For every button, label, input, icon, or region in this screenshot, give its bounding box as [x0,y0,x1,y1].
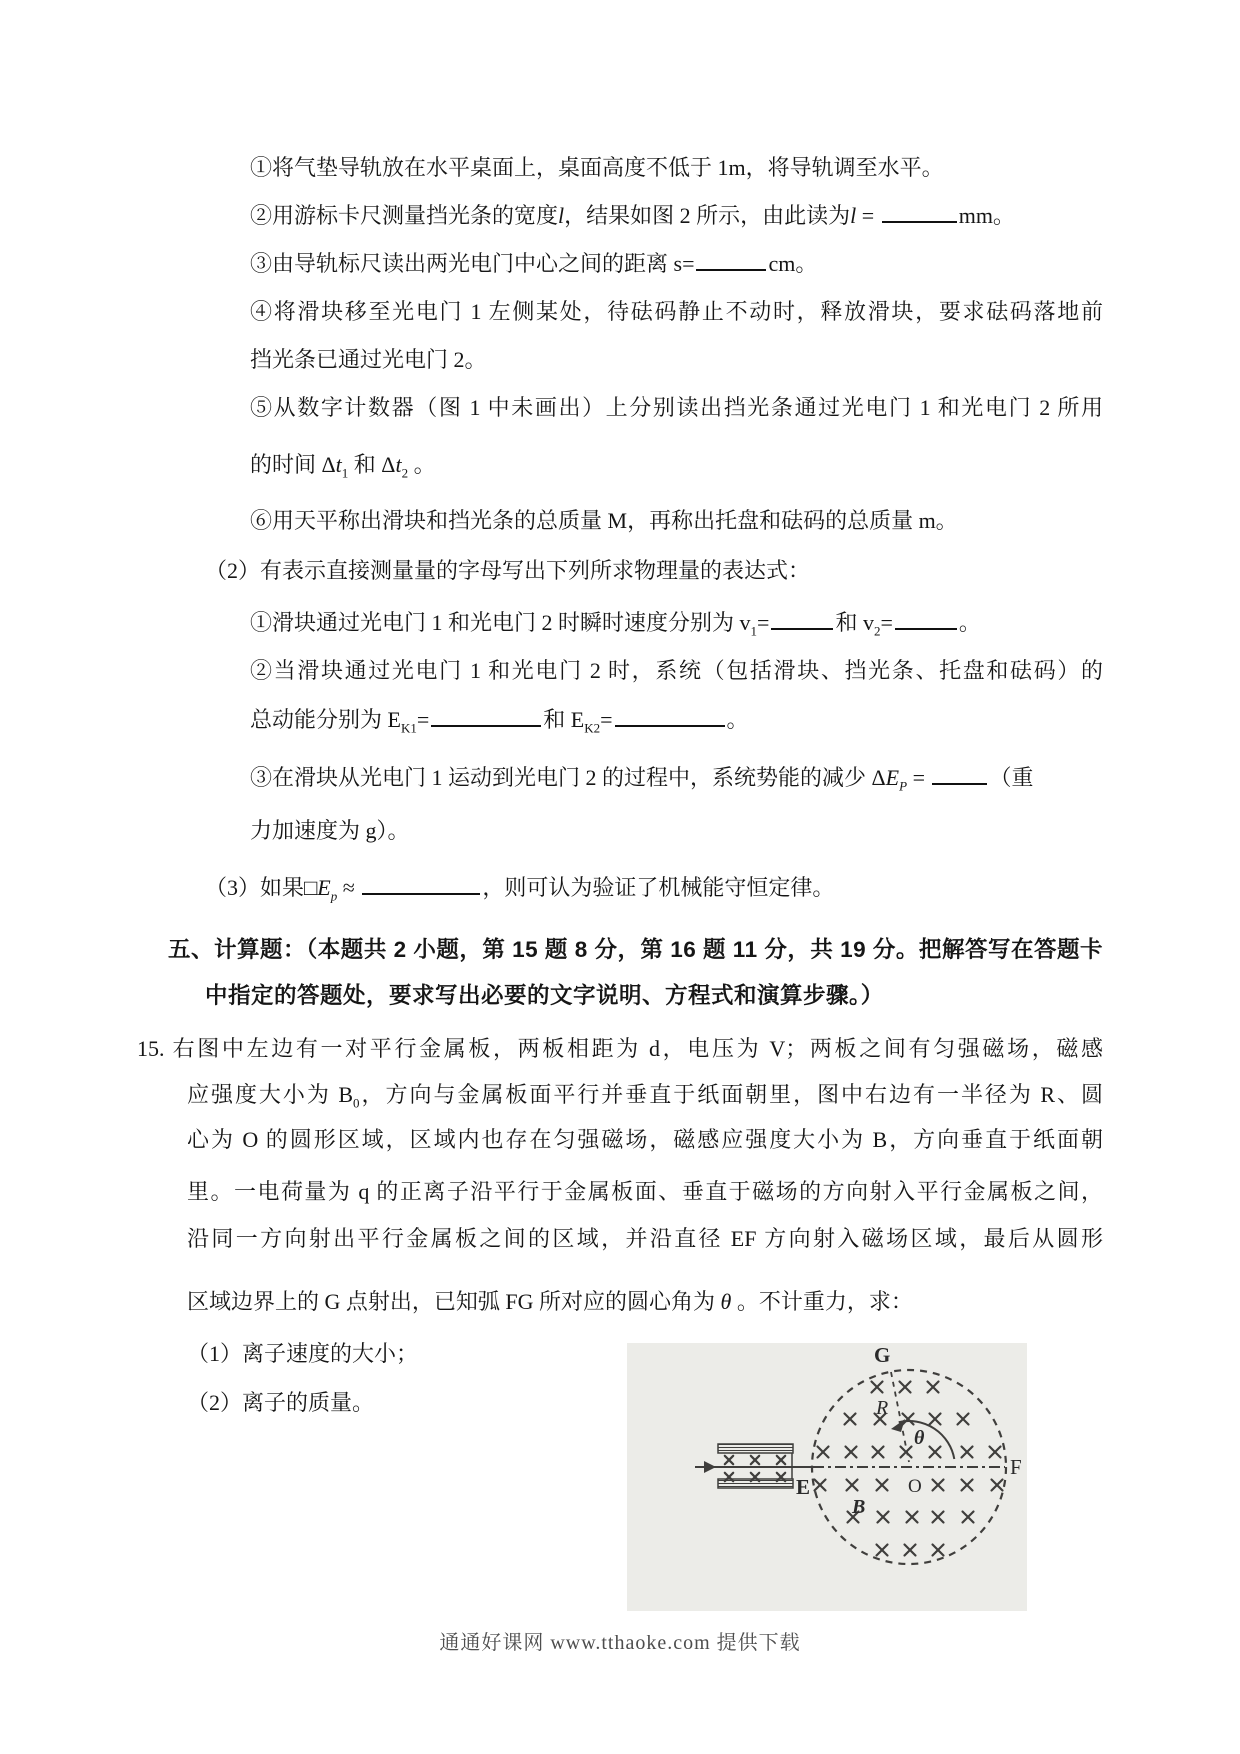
text-line: 里。一电荷量为 q 的正离子沿平行于金属板面、垂直于磁场的方向射入平行金属板之间， [187,1179,1103,1204]
text-line: ⑤从数字计数器（图 1 中未画出）上分别读出挡光条通过光电门 1 和光电门 2 所用 [250,395,1103,420]
text-line: 挡光条已通过光电门 2。 [250,347,487,372]
blank-underline [615,704,725,727]
text-line: 力加速度为 g）。 [250,818,410,843]
physics-figure [600,1330,1060,1635]
text-line: ③由导轨标尺读出两光电门中心之间的距离 s= cm。 [250,248,817,280]
text-line: 中指定的答题处，要求写出必要的文字说明、方程式和演算步骤。） [205,983,884,1008]
text-line: ①滑块通过光电门 1 和光电门 2 时瞬时速度分别为 $v_1=$ 和 $v_2=$ 。 [250,607,981,639]
footer: 通通好课网 www.tthaoke.com 提供下载 [439,1632,801,1654]
text-line: （2）离子的质量。 [187,1390,375,1415]
text-line: （3）如果$□E_p$ ≈ ，则可认为验证了机械能守恒定律。 [205,872,834,904]
text-line: 的时间 $\Delta t_1$ 和 $\Delta t_2$ 。 [250,452,436,481]
text-line: ③在滑块从光电门 1 运动到光电门 2 的过程中，系统势能的减少 $\Delta E_P$ = （重 [250,762,1034,794]
blank-underline [895,607,957,630]
figure-label-O: O [908,1476,922,1497]
text-line: 五、计算题：（本题共 2 小题，第 15 题 8 分，第 16 题 11 分，共 19 分。把解答写在答题卡 [168,937,1103,962]
blank-underline [771,607,833,630]
text-line: 15. 右图中左边有一对平行金属板，两板相距为 d，电压为 V；两板之间有匀强磁场，磁感 [137,1036,1103,1061]
text-line: （1）离子速度的大小； [187,1341,419,1366]
blank-underline [431,704,541,727]
text-line: （2）有表示直接测量量的字母写出下列所求物理量的表达式： [205,558,811,583]
text-line: ②当滑块通过光电门 1 和光电门 2 时，系统（包括滑块、挡光条、托盘和砝码）的 [250,658,1103,683]
text-line: 心为 O 的圆形区域，区域内也存在匀强磁场，磁感应强度大小为 B，方向垂直于纸面朝 [187,1127,1103,1152]
figure-label-E: E [796,1475,811,1499]
text-line: ②用游标卡尺测量挡光条的宽度l，结果如图 2 所示，由此读为l = mm。 [250,200,1015,232]
text-line: 区域边界上的 G 点射出，已知弧 FG 所对应的圆心角为 θ 。不计重力，求： [187,1289,913,1314]
figure-label-G: G [874,1343,891,1367]
text-line: ⑥用天平称出滑块和挡光条的总质量 M，再称出托盘和砝码的总质量 m。 [250,508,958,533]
figure-label-F: F [1010,1455,1022,1479]
text-line: 应强度大小为 $B_0$，方向与金属板面平行并垂直于纸面朝里，图中右边有一半径为 R、圆 [187,1082,1103,1111]
figure-label-B: B [852,1496,866,1518]
blank-underline [882,200,957,223]
text-line: 沿同一方向射出平行金属板之间的区域，并沿直径 EF 方向射入磁场区域，最后从圆形 [187,1226,1103,1251]
text-line: 总动能分别为 $E_{K1}=$ 和 $E_{K2}=$ 。 [250,704,749,736]
blank-underline [362,872,480,895]
blank-underline [696,248,766,271]
text-line: ④将滑块移至光电门 1 左侧某处，待砝码静止不动时，释放滑块，要求砝码落地前 [250,299,1103,324]
figure-label-R: R [876,1397,889,1419]
blank-underline [932,762,987,785]
figure-label-θ: θ [914,1427,925,1449]
text-line: ①将气垫导轨放在水平桌面上，桌面高度不低于 1m，将导轨调至水平。 [250,155,944,180]
